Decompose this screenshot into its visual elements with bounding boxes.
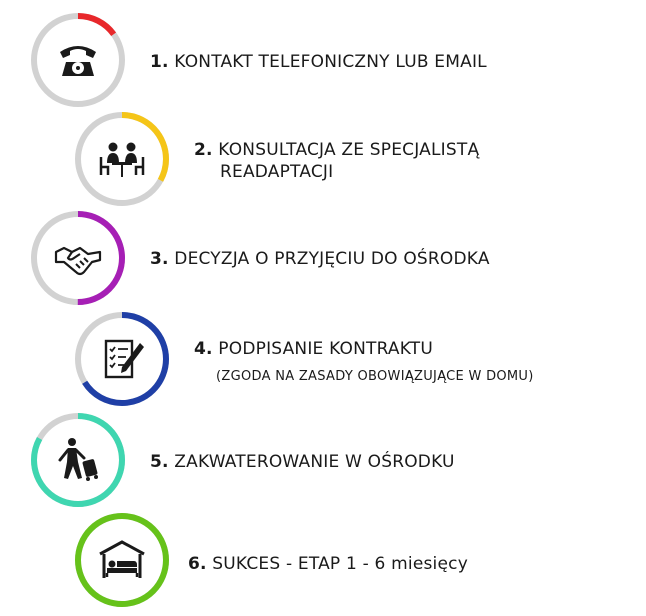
step-4-label [194, 338, 534, 388]
step-2-ring [74, 111, 170, 207]
step-2-label [194, 139, 479, 183]
step-text: DECYZJA O PRZYJĘCIU DO OŚRODKA [174, 249, 490, 269]
step-number: 3. [150, 249, 169, 269]
step-number: 4. [194, 339, 213, 359]
step-4-ring [74, 311, 170, 407]
traveler-icon [54, 436, 102, 484]
meeting-icon [98, 135, 146, 183]
step-text: ZAKWATEROWANIE W OŚRODKU [174, 452, 455, 472]
step-number: 5. [150, 452, 169, 472]
step-5-ring [30, 412, 126, 508]
contract-icon [98, 335, 146, 383]
step-5-label [150, 451, 455, 473]
step-3-ring [30, 210, 126, 306]
step-text: SUKCES - ETAP 1 - 6 miesięcy [212, 554, 468, 574]
handshake-icon [54, 234, 102, 282]
step-text-line2: READAPTACJI [220, 162, 334, 182]
step-subtext: (ZGODA NA ZASADY OBOWIĄZUJĄCE W DOMU) [216, 369, 534, 384]
step-3-label [150, 248, 490, 270]
step-text: PODPISANIE KONTRAKTU [218, 339, 434, 359]
step-text: KONTAKT TELEFONICZNY LUB EMAIL [174, 52, 487, 72]
step-number: 1. [150, 52, 169, 72]
step-number: 2. [194, 140, 213, 160]
step-6-ring [74, 512, 170, 608]
step-text: KONSULTACJA ZE SPECJALISTĄ [218, 140, 480, 160]
bed-house-icon [98, 536, 146, 584]
step-number: 6. [188, 554, 207, 574]
step-6-label [188, 553, 468, 575]
